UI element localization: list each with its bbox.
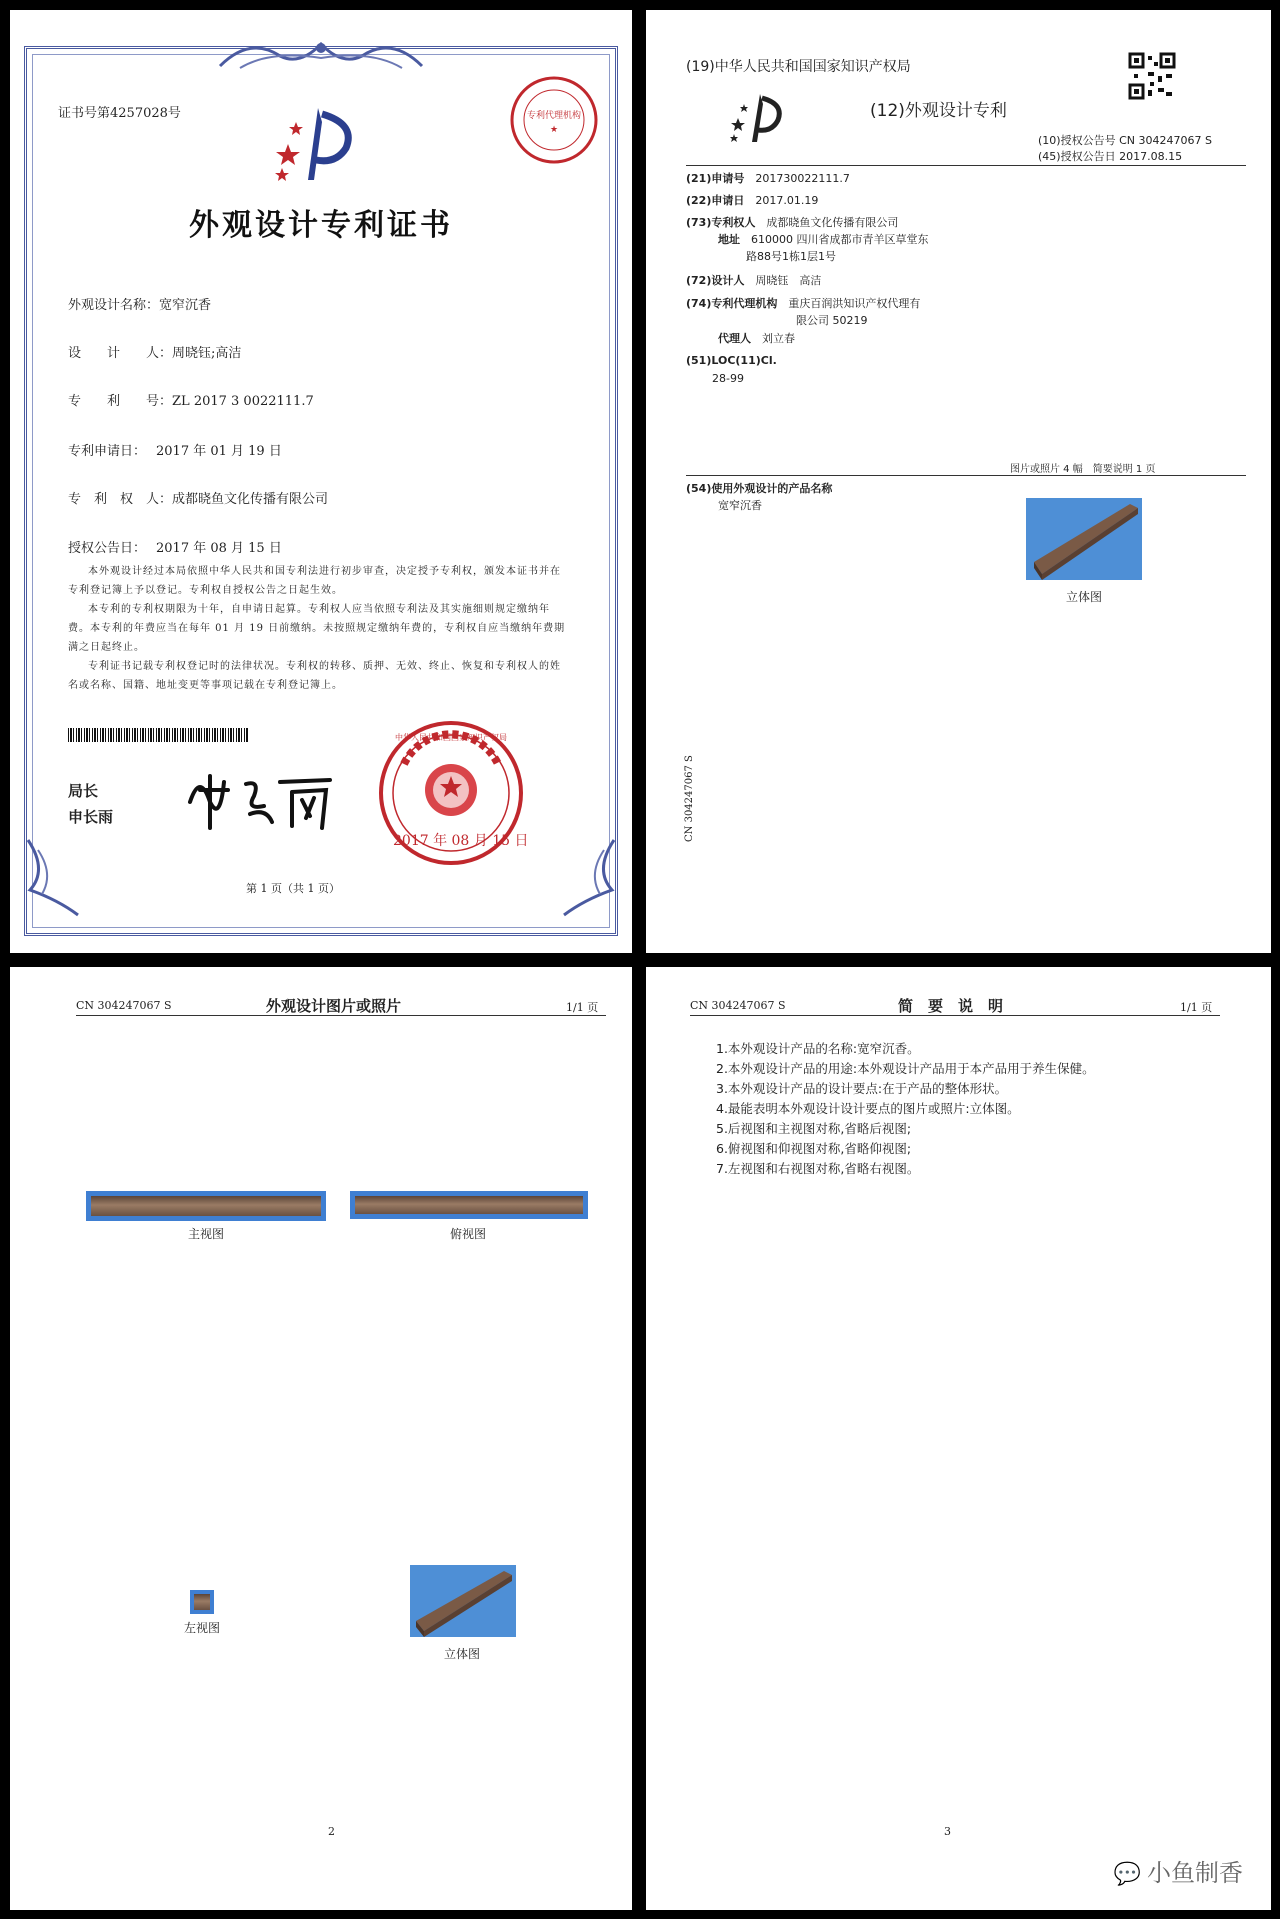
field-designer — [68, 342, 241, 361]
svg-text:★: ★ — [549, 125, 559, 135]
field-value: 成都晓鱼文化传播有限公司 — [172, 492, 329, 507]
bib-entry: 路88号1栋1层1号 — [746, 250, 836, 263]
bib-entry: 限公司 50219 — [796, 314, 868, 327]
field-grant-date — [68, 537, 282, 556]
director-name: 申长雨 — [68, 808, 114, 826]
watermark-text: 小鱼制香 — [1147, 1859, 1243, 1887]
field-label: 专 利 号： — [68, 394, 173, 409]
top-view-caption: 俯视图 — [449, 1227, 486, 1241]
description-item: 4.最能表明本外观设计设计要点的图片或照片:立体图。 — [716, 1101, 1020, 1116]
bib-entry: 28-99 — [712, 372, 744, 385]
description-item: 5.后视图和主视图对称,省略后视图; — [716, 1121, 912, 1136]
watermark — [1114, 1853, 1243, 1888]
description-header-rule — [690, 1015, 1220, 1016]
qr-code-icon — [1128, 52, 1176, 100]
certificate-page — [10, 10, 632, 953]
certificate-number: 证书号第4257028号 — [58, 106, 181, 121]
front-view-caption: 主视图 — [187, 1227, 224, 1241]
sipo-logo-icon — [274, 104, 358, 184]
national-seal-text: 中华人民共和国国家知识产权局 — [395, 733, 507, 742]
field-label: 授权公告日： — [68, 541, 147, 556]
bib-entry: (72)设计人 周晓钰 高洁 — [686, 274, 822, 287]
page-indicator: 第 1 页（共 1 页） — [246, 882, 340, 895]
description-page-number: 3 — [944, 1825, 951, 1838]
drawings-doc-id: CN 304247067 S — [76, 999, 172, 1012]
description-item: 7.左视图和右视图对称,省略右视图。 — [716, 1161, 920, 1176]
field-patent-number — [68, 390, 314, 409]
description-item: 2.本外观设计产品的用途:本外观设计产品用于本产品用于养生保健。 — [716, 1061, 1095, 1076]
perspective-view-photo — [410, 1565, 516, 1637]
top-ornament-icon — [210, 36, 432, 76]
header-rule — [686, 165, 1246, 166]
bib-entry: (74)专利代理机构 重庆百润洪知识产权代理有 — [686, 297, 921, 310]
vertical-document-id: CN 304247067 S — [684, 755, 695, 842]
field-value: 周晓钰;高洁 — [172, 346, 242, 361]
seal-date: 2017 年 08 月 15 日 — [393, 833, 529, 849]
field-label: 专利申请日： — [68, 444, 147, 459]
agency-seal-text: 专利代理机构 — [526, 111, 582, 121]
perspective-view-caption: 立体图 — [443, 1647, 480, 1661]
director-signature — [180, 762, 340, 836]
chat-bubble-icon: 💬 — [1113, 1862, 1141, 1887]
barcode — [68, 728, 248, 742]
sipo-logo-icon — [728, 90, 786, 146]
director-title: 局长 — [68, 782, 99, 800]
field-filing-date — [68, 440, 282, 459]
publication-date: (45)授权公告日 2017.08.15 — [1038, 150, 1183, 163]
field-value: 2017 年 08 月 15 日 — [156, 541, 282, 556]
office-name: (19)中华人民共和国国家知识产权局 — [686, 59, 911, 75]
description-doc-id: CN 304247067 S — [690, 999, 786, 1012]
corner-ornament-left-icon — [18, 830, 88, 920]
field-value: ZL 2017 3 0022111.7 — [172, 394, 314, 409]
field-label: 外观设计名称： — [68, 298, 160, 313]
certificate-title: 外观设计专利证书 — [189, 208, 453, 243]
description-item: 1.本外观设计产品的名称:宽窄沉香。 — [716, 1041, 920, 1056]
bib-entry: (21)申请号 201730022111.7 — [686, 172, 850, 185]
summary-rule — [686, 475, 1246, 476]
description-item: 6.俯视图和仰视图对称,省略仰视图; — [716, 1141, 912, 1156]
bib-entry: 代理人 刘立春 — [718, 332, 795, 345]
figure-summary: 图片或照片 4 幅 简要说明 1 页 — [1010, 464, 1156, 475]
bibliography-page — [646, 10, 1271, 953]
bib-entry: 地址 610000 四川省成都市青羊区草堂东 — [718, 233, 929, 246]
description-page — [646, 967, 1271, 1910]
drawings-page — [10, 967, 632, 1910]
document-type: (12)外观设计专利 — [870, 101, 1007, 121]
product-name: 宽窄沉香 — [718, 499, 762, 512]
left-view-photo — [190, 1590, 214, 1614]
body-paragraph: 专利证书记载专利权登记时的法律状况。专利权的转移、质押、无效、终止、恢复和专利权人的姓名或名称、国籍、地址变更等事项记载在专利登记簿上。 — [68, 661, 561, 691]
drawings-title: 外观设计图片或照片 — [266, 997, 402, 1015]
publication-number: (10)授权公告号 CN 304247067 S — [1038, 134, 1212, 147]
bib-entry: (73)专利权人 成都晓鱼文化传播有限公司 — [686, 216, 899, 229]
body-paragraph: 本专利的专利权期限为十年，自申请日起算。专利权人应当依照专利法及其实施细则规定缴纳年费。本专利的年费应当在每年 01 月 19 日前缴纳。未按照规定缴纳年费的，专利权自应当缴纳年费期满之日起终止。 — [68, 604, 566, 653]
description-title: 简 要 说 明 — [898, 997, 1004, 1015]
perspective-view-photo — [1026, 498, 1142, 580]
certificate-body — [68, 562, 570, 695]
field-value: 2017 年 01 月 19 日 — [156, 444, 282, 459]
drawings-page-number: 2 — [328, 1825, 335, 1838]
field-value: 宽窄沉香 — [159, 298, 212, 313]
product-name-label: (54)使用外观设计的产品名称 — [686, 482, 833, 495]
drawings-header-rule — [76, 1015, 606, 1016]
field-patentee — [68, 488, 328, 507]
description-list — [716, 1039, 1095, 1179]
bib-entry: (51)LOC(11)Cl. — [686, 354, 777, 367]
perspective-view-caption: 立体图 — [1065, 590, 1102, 604]
bib-entry: (22)申请日 2017.01.19 — [686, 194, 819, 207]
agency-seal — [508, 74, 600, 166]
field-label: 设 计 人： — [68, 346, 173, 361]
field-label: 专 利 权 人： — [68, 492, 173, 507]
left-view-caption: 左视图 — [183, 1621, 220, 1635]
drawings-page-of: 1/1 页 — [566, 1001, 599, 1014]
description-item: 3.本外观设计产品的设计要点:在于产品的整体形状。 — [716, 1081, 1008, 1096]
body-paragraph: 本外观设计经过本局依照中华人民共和国专利法进行初步审查，决定授予专利权，颁发本证书并在专利登记簿上予以登记。专利权自授权公告之日起生效。 — [68, 566, 561, 596]
front-view-photo — [86, 1191, 326, 1221]
top-view-photo — [350, 1191, 588, 1219]
corner-ornament-right-icon — [554, 830, 624, 920]
description-page-of: 1/1 页 — [1180, 1001, 1213, 1014]
field-design-name — [68, 294, 211, 313]
